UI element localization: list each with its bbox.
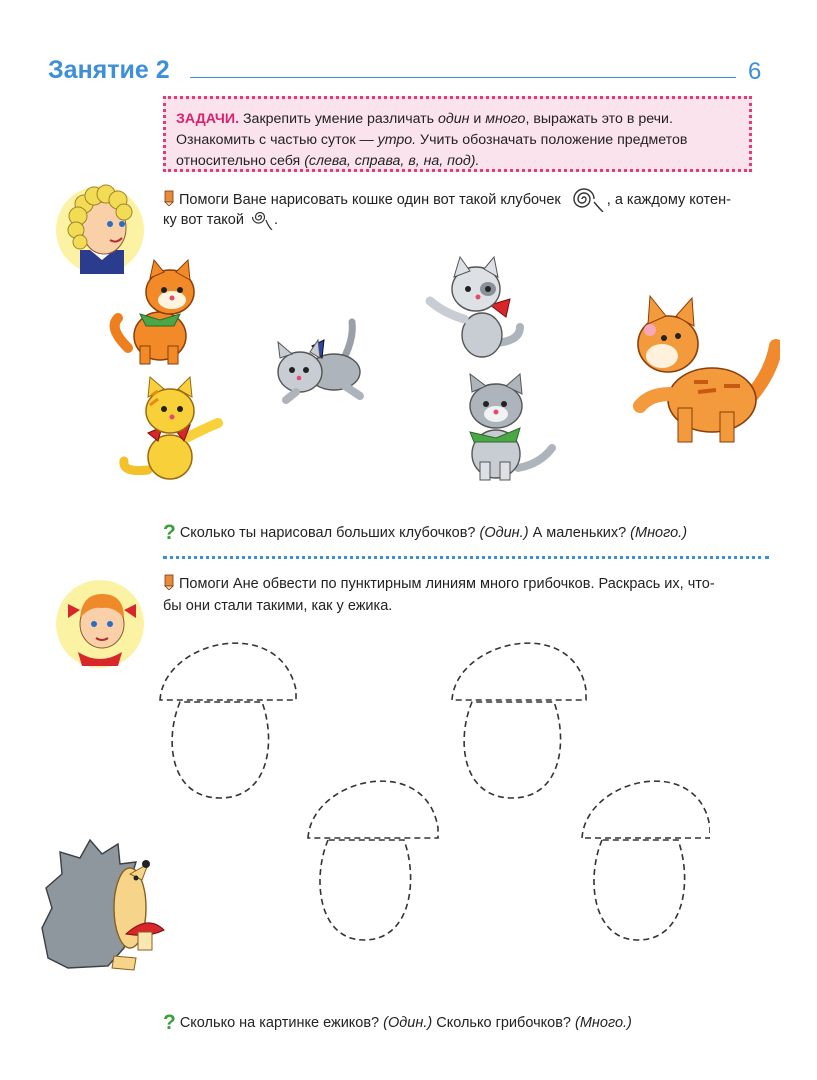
gray-kitten-sitting-illustration	[440, 372, 560, 484]
exercise1-answer-many: (Много.)	[630, 525, 688, 541]
gray-kitten-waving-illustration	[424, 255, 524, 363]
tasks-label: ЗАДАЧИ.	[176, 111, 240, 127]
tasks-text: Ознакомить с частью суток —	[176, 132, 378, 148]
exercise1-question-line	[163, 522, 687, 544]
pencil-icon	[163, 574, 175, 590]
page-number: 6	[748, 58, 762, 85]
yarn-ball-big-icon	[567, 186, 605, 212]
tasks-line-2	[176, 130, 739, 151]
orange-kitten-illustration	[108, 258, 208, 368]
exercise1-instruction-2: ку вот такой	[163, 212, 244, 228]
yarn-ball-small-icon	[250, 208, 274, 230]
tasks-box	[163, 96, 752, 172]
exercise2-question: Сколько на картинке ежиков?	[179, 1015, 380, 1031]
tasks-term-many: много	[485, 111, 526, 127]
question-mark-icon: ?	[163, 521, 176, 544]
exercise2-question-line	[163, 1012, 632, 1034]
exercise1-question-2: А маленьких?	[532, 525, 627, 541]
exercise2-line-1	[163, 574, 715, 595]
tasks-line-3	[176, 151, 739, 172]
exercise1-instruction-tail: , а каждому котен-	[606, 192, 731, 208]
tasks-line-1	[176, 109, 739, 130]
girl-avatar	[52, 574, 148, 670]
tasks-text: и	[469, 111, 486, 127]
mushroom-tracing-area	[150, 620, 710, 950]
exercise2-answer-one: (Один.)	[383, 1015, 433, 1031]
mushroom-outline-3	[308, 781, 438, 940]
exercise2-answer-many: (Много.)	[575, 1015, 632, 1031]
question-mark-icon: ?	[163, 1011, 176, 1034]
tasks-text: Учить обозначать положение предметов	[416, 132, 688, 148]
tasks-term-morning: утро.	[377, 132, 417, 148]
exercise2-instruction-2: бы они стали такими, как у ежика.	[163, 598, 393, 614]
tasks-text: относительно себя	[176, 153, 305, 169]
exercise1-line-2	[163, 208, 278, 231]
pencil-icon	[163, 190, 175, 206]
mushroom-outline-4	[582, 781, 710, 940]
exercise2-instruction: Помоги Ане обвести по пунктирным линиям много грибочков. Раскрась их, что-	[179, 576, 715, 592]
exercise2-question-2: Сколько грибочков?	[436, 1015, 571, 1031]
big-orange-cat-illustration	[620, 290, 780, 450]
title-underline	[190, 77, 736, 78]
gray-kitten-lying-illustration	[272, 318, 372, 404]
hedgehog-illustration	[38, 838, 168, 978]
exercise2-line-2	[163, 596, 392, 617]
exercise1-question: Сколько ты нарисовал больших клубочков?	[179, 525, 476, 541]
tasks-text: Закрепить умение различать	[239, 111, 439, 127]
mushroom-outline-1	[160, 643, 296, 798]
tasks-positions: (слева, справа, в, на, под).	[304, 153, 480, 169]
section-divider	[163, 556, 769, 559]
lesson-title: Занятие 2	[48, 56, 170, 84]
exercise1-instruction: Помоги Ване нарисовать кошке один вот такой клубочек	[179, 192, 561, 208]
yellow-kitten-illustration	[118, 375, 228, 485]
mushroom-outline-2	[452, 643, 586, 798]
tasks-text: , выражать это в речи.	[525, 111, 673, 127]
exercise1-instruction-dot: .	[274, 212, 279, 228]
exercise1-answer-one: (Один.)	[479, 525, 529, 541]
tasks-term-one: один	[438, 111, 470, 127]
